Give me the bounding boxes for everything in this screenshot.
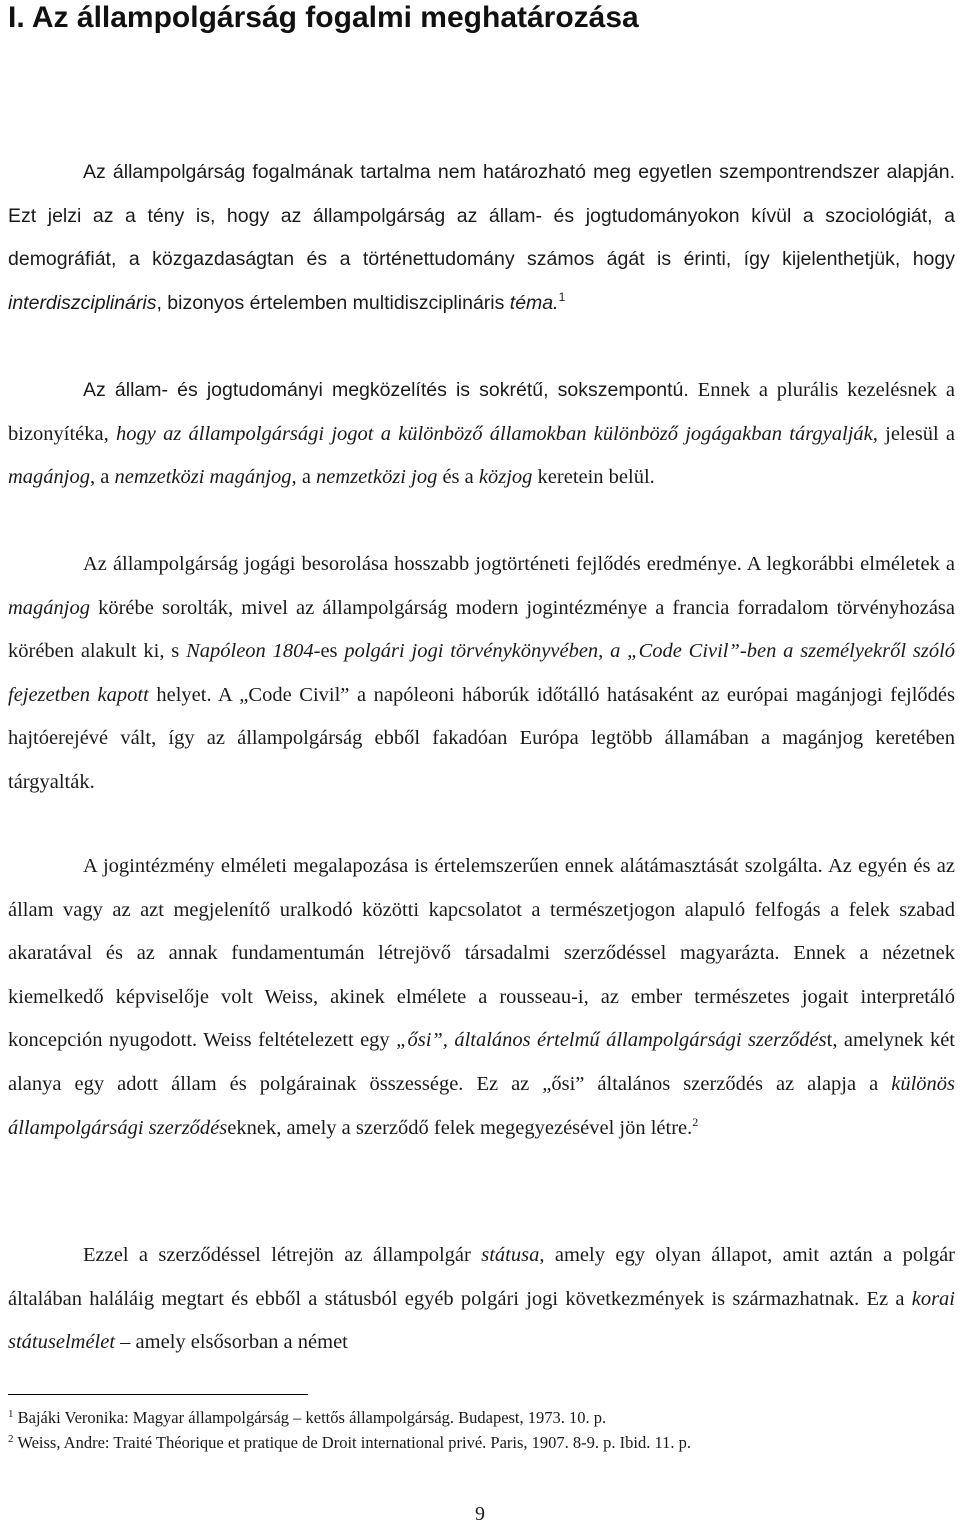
paragraph-2 — [8, 369, 955, 500]
italic-phrase: polgári jogi törvénykönyvében, a „Code Civil”-ben a személyekről szóló fejezetben kapott — [8, 640, 956, 706]
footnote-1 — [8, 1407, 606, 1429]
text-run: keretein belül. — [532, 466, 655, 489]
footnote-ref-2: 2 — [692, 1114, 699, 1129]
text-run: , amely egy olyan állapot, amit aztán a polgár általában haláláig megtart és ebből a státusból egyéb polgári jogi következmények is származhatnak. Ez a — [8, 1244, 955, 1310]
italic-term: nemzetközi magánjog, — [114, 466, 297, 489]
paragraph-4 — [8, 845, 955, 1150]
text-run: eknek, amely a szerződő felek megegyezésével jön létre. — [227, 1116, 693, 1139]
text-run: Az állampolgárság jogági besorolása hosszabb jogtörténeti fejlődés eredménye. A legkorábbi elméletek a — [83, 553, 955, 575]
text-run: helyet. A „Code Civil” a napóleoni háborúk időtálló hatásaként az európai magánjogi fejlődés hajtóerejévé vált, így az állampolgárság ebből fakadóan Európa legtöbb államában a magánjog keretében tárgyalták. — [8, 683, 956, 793]
text-run: A jogintézmény elméleti megalapozása is értelemszerűen ennek alátámasztását szolgálta. Az egyén és az állam vagy az azt megjelenítő uralkodó közötti kapcsolatot a természetjogon alapuló felfogás a felek szabad akaratával és az annak fundamentumán létrejövő társadalmi szerződéssel magyarázta. Ennek a nézetnek kiemelkedő képviselője volt Weiss, akinek elmélete a rousseau-i, az ember természetes jogait interpretáló koncepción nyugodott. Weiss feltételezett egy — [8, 855, 955, 1052]
paragraph-3 — [8, 543, 955, 805]
footnote-text: Weiss, Andre: Traité Théorique et pratique de Droit international privé. Paris, 1907. 8-9. p. Ibid. 11. p. — [13, 1433, 691, 1452]
text-run: , a — [90, 466, 115, 489]
text-run: Ennek a plurális kezelésnek a bizonyítéka, — [8, 379, 955, 445]
text-run: a — [296, 466, 317, 489]
paragraph-5 — [8, 1234, 955, 1365]
text-run: , bizonyos értelemben multidiszciplináris — [156, 291, 510, 314]
footnote-number: 2 — [8, 1433, 14, 1445]
text-run: -es — [313, 640, 345, 663]
text-run: Az állam- és jogtudományi megközelítés is sokrétű, sokszempontú. — [83, 379, 689, 401]
italic-term: téma. — [509, 291, 559, 314]
italic-term: korai státuselmélet — [8, 1287, 955, 1354]
footnote-text: Bajáki Veronika: Magyar állampolgárság – kettős állampolgárság. Budapest, 1973. 10. p. — [13, 1408, 607, 1427]
footnote-separator — [8, 1394, 308, 1395]
italic-term: közjog — [478, 466, 533, 489]
page-number: 9 — [475, 1503, 485, 1525]
italic-phrase: különös állampolgársági szerződés — [8, 1072, 955, 1139]
italic-term: státusa — [481, 1244, 540, 1266]
text-run: Ezzel a szerződéssel létrejön az állampolgár — [83, 1244, 482, 1266]
text-run: körébe sorolták, mivel az állampolgárság modern jogintézménye a francia forradalom törvényhozása körében alakult ki, s — [8, 596, 955, 663]
text-run: Az állampolgárság fogalmának tartalma nem határozható meg egyetlen szempontrendszer alapján. Ezt jelzi az a tény is, hogy az állampolgárság az állam- és jogtudományokon kívül a szociológiát, a demográfiát, a közgazdaságtan és a történettudomány számos ágát is érinti, így kijelenthetjük, hogy — [8, 161, 955, 271]
italic-term: interdiszciplináris — [8, 291, 157, 314]
italic-phrase: hogy az állampolgársági jogot a különböző államokban különböző jogágakban tárgyalják — [116, 422, 873, 445]
italic-term: magánjog — [8, 596, 90, 619]
text-run: , jelesül a — [872, 422, 955, 445]
italic-term: Napóleon 1804 — [186, 640, 314, 663]
text-run: t, amelynek két alanya egy adott állam és polgárainak összessége. Ez az „ősi” általános szerződés az alapja a — [8, 1029, 955, 1095]
footnote-2 — [8, 1432, 691, 1454]
paragraph-1 — [8, 151, 955, 325]
text-run: és a — [437, 466, 479, 489]
footnote-number: 1 — [8, 1408, 14, 1420]
italic-phrase: „ősi”, általános értelmű állampolgársági szerződés — [396, 1029, 827, 1052]
italic-term: magánjog — [8, 466, 90, 489]
text-run: – amely elsősorban a német — [115, 1331, 348, 1354]
footnote-ref-1: 1 — [558, 289, 566, 304]
chapter-heading: I. Az állampolgárság fogalmi meghatározása — [8, 1, 639, 34]
italic-term: nemzetközi jog — [316, 466, 438, 489]
